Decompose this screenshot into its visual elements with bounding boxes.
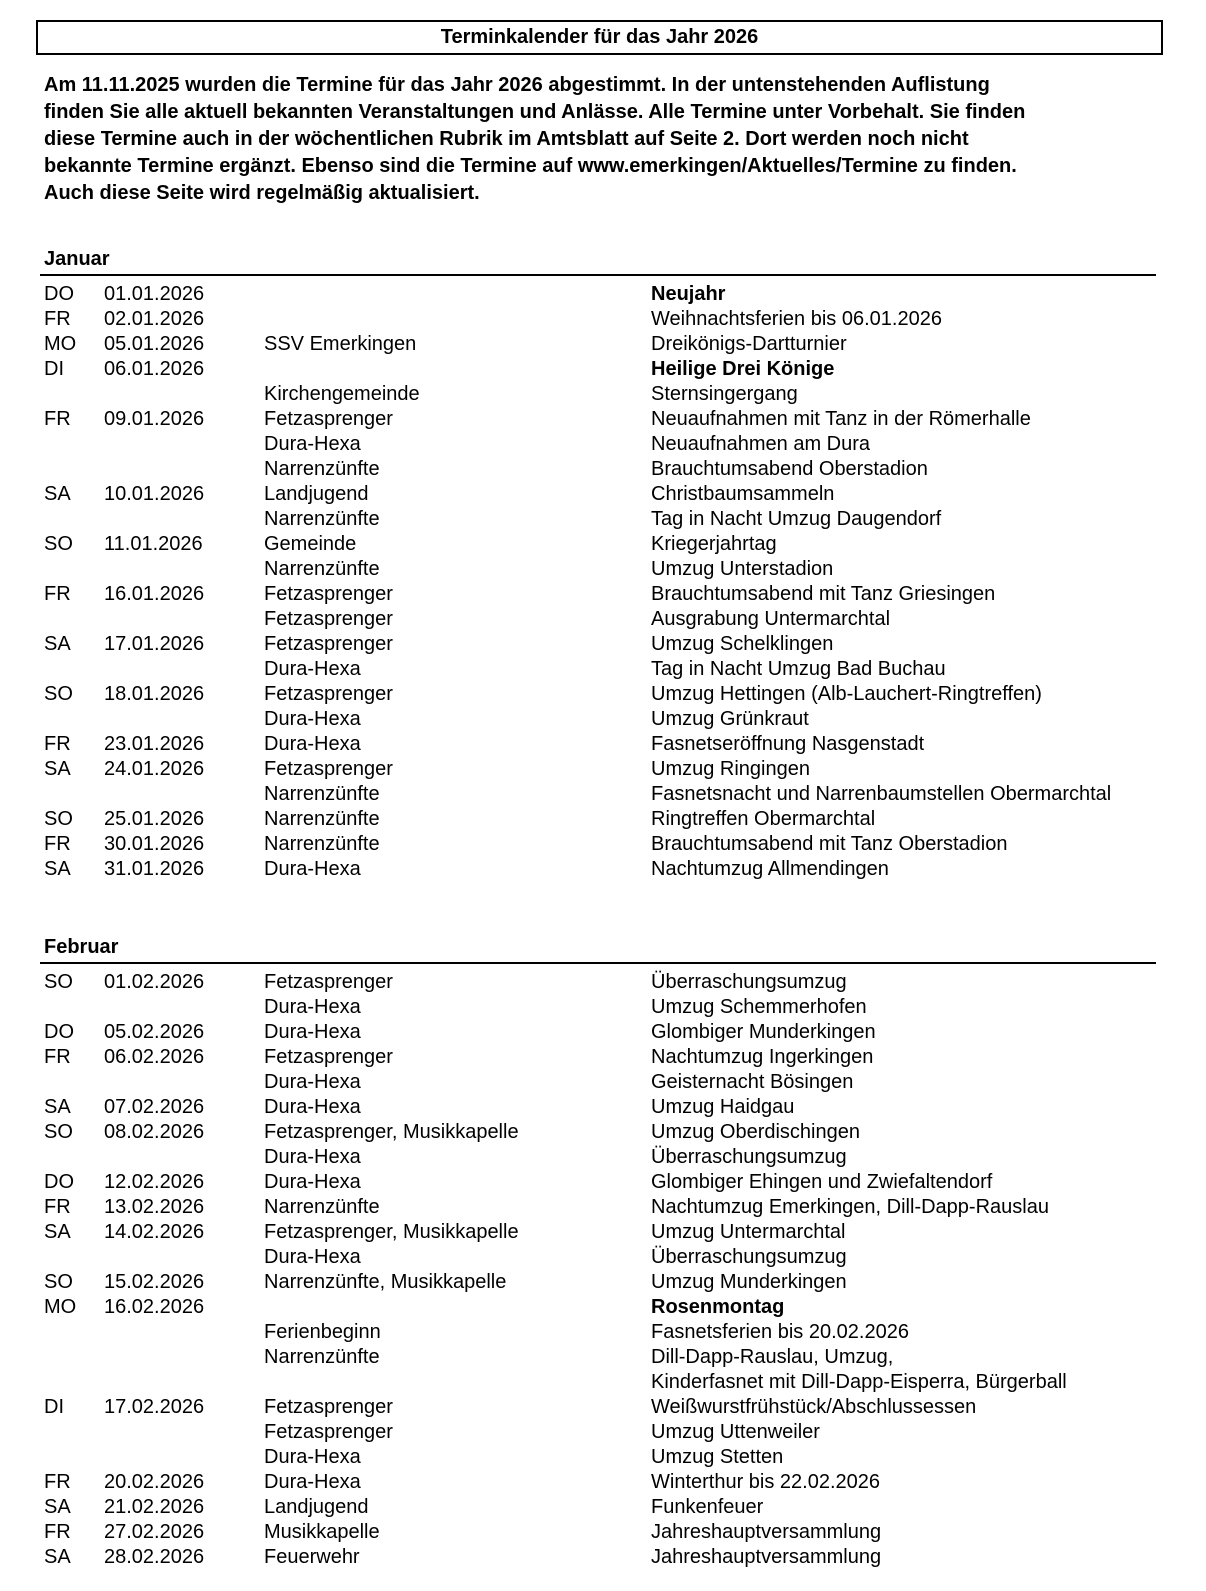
table-row (40, 1495, 1156, 1520)
day-cell: FR (44, 1046, 71, 1068)
table-row (40, 607, 1156, 632)
date-cell: 06.02.2026 (104, 1046, 205, 1068)
table-row (40, 407, 1156, 432)
table-row (40, 1095, 1156, 1120)
organizer-cell (264, 282, 651, 307)
day-cell (40, 995, 104, 1020)
day-cell: DO (44, 1171, 74, 1193)
date-cell: 15.02.2026 (104, 1271, 205, 1293)
table-row (40, 557, 1156, 582)
organizer-cell: Feuerwehr (264, 1546, 360, 1568)
date-cell: 27.02.2026 (104, 1521, 205, 1543)
date-cell: 20.02.2026 (104, 1471, 205, 1493)
event-cell: Ausgrabung Untermarchtal (651, 608, 891, 630)
date-cell (104, 1445, 264, 1470)
event-cell: Jahreshauptversammlung (651, 1521, 882, 1543)
organizer-cell: Fetzasprenger, Musikkapelle (264, 1221, 519, 1243)
day-cell: FR (44, 1471, 71, 1493)
day-cell: SO (44, 1271, 73, 1293)
event-cell: Umzug Hettingen (Alb-Lauchert-Ringtreffen) (651, 683, 1042, 705)
organizer-cell: Gemeinde (264, 533, 357, 555)
day-cell: SA (44, 858, 71, 880)
date-cell: 16.02.2026 (104, 1296, 205, 1318)
day-cell: FR (44, 408, 71, 430)
organizer-cell: Fetzasprenger (264, 633, 393, 655)
month-section (40, 248, 1156, 882)
organizer-cell: Landjugend (264, 1496, 369, 1518)
event-cell: Umzug Schelklingen (651, 633, 834, 655)
day-cell (40, 557, 104, 582)
day-cell (40, 507, 104, 532)
organizer-cell: Dura-Hexa (264, 433, 361, 455)
month-heading: Februar (44, 936, 119, 958)
organizer-cell: Narrenzünfte, Musikkapelle (264, 1271, 507, 1293)
event-cell: Überraschungsumzug (651, 1246, 847, 1268)
date-cell (104, 457, 264, 482)
date-cell (104, 1345, 264, 1370)
organizer-cell: Fetzasprenger (264, 408, 393, 430)
day-cell (40, 432, 104, 457)
event-cell: Funkenfeuer (651, 1496, 764, 1518)
table-row (40, 457, 1156, 482)
day-cell (40, 1370, 104, 1395)
date-cell: 08.02.2026 (104, 1121, 205, 1143)
table-row (40, 1445, 1156, 1470)
intro-line: bekannte Termine ergänzt. Ebenso sind die Termine auf www.emerkingen/Aktuelles/Termine zu finden. (44, 155, 1017, 177)
event-cell: Winterthur bis 22.02.2026 (651, 1471, 881, 1493)
event-cell: Ringtreffen Obermarchtal (651, 808, 876, 830)
event-cell: Nachtumzug Allmendingen (651, 858, 889, 880)
date-cell (104, 1420, 264, 1445)
date-cell: 13.02.2026 (104, 1196, 205, 1218)
event-rows (40, 970, 1156, 1570)
date-cell: 12.02.2026 (104, 1171, 205, 1193)
table-row (40, 432, 1156, 457)
date-cell: 24.01.2026 (104, 758, 205, 780)
event-cell: Umzug Untermarchtal (651, 1221, 846, 1243)
day-cell: SA (44, 1221, 71, 1243)
table-row (40, 307, 1156, 332)
day-cell: DO (44, 283, 74, 305)
date-cell: 21.02.2026 (104, 1496, 205, 1518)
organizer-cell: Fetzasprenger (264, 583, 393, 605)
date-cell (104, 382, 264, 407)
table-row (40, 1145, 1156, 1170)
date-cell: 28.02.2026 (104, 1546, 205, 1568)
event-cell: Kriegerjahrtag (651, 533, 777, 555)
day-cell (40, 1245, 104, 1270)
organizer-cell: Dura-Hexa (264, 708, 361, 730)
event-cell: Geisternacht Bösingen (651, 1071, 854, 1093)
event-cell: Dill-Dapp-Rauslau, Umzug, (651, 1346, 894, 1368)
organizer-cell (264, 1295, 651, 1320)
day-cell: FR (44, 308, 71, 330)
table-row (40, 1345, 1156, 1370)
day-cell (40, 382, 104, 407)
event-cell: Sternsingergang (651, 383, 798, 405)
date-cell: 18.01.2026 (104, 683, 205, 705)
table-row (40, 582, 1156, 607)
intro-line: Auch diese Seite wird regelmäßig aktualisiert. (44, 182, 480, 204)
intro-paragraph (44, 72, 1154, 207)
date-cell: 01.02.2026 (104, 971, 205, 993)
table-row (40, 1470, 1156, 1495)
day-cell: MO (44, 333, 77, 355)
table-row (40, 1295, 1156, 1320)
day-cell (40, 457, 104, 482)
date-cell (104, 607, 264, 632)
organizer-cell: Dura-Hexa (264, 1171, 361, 1193)
event-cell: Neuaufnahmen mit Tanz in der Römerhalle (651, 408, 1031, 430)
day-cell: FR (44, 1521, 71, 1543)
event-cell: Heilige Drei Könige (651, 358, 835, 380)
event-cell: Umzug Unterstadion (651, 558, 834, 580)
event-cell: Umzug Haidgau (651, 1096, 795, 1118)
day-cell (40, 1320, 104, 1345)
day-cell (40, 607, 104, 632)
event-rows (40, 282, 1156, 882)
organizer-cell: Dura-Hexa (264, 858, 361, 880)
table-row (40, 1420, 1156, 1445)
event-cell: Umzug Ringingen (651, 758, 810, 780)
date-cell: 06.01.2026 (104, 358, 205, 380)
date-cell: 16.01.2026 (104, 583, 205, 605)
organizer-cell: Fetzasprenger (264, 608, 393, 630)
page-title: Terminkalender für das Jahr 2026 (440, 26, 759, 48)
organizer-cell: Dura-Hexa (264, 1471, 361, 1493)
organizer-cell: Fetzasprenger (264, 683, 393, 705)
table-row (40, 332, 1156, 357)
table-row (40, 632, 1156, 657)
organizer-cell: Fetzasprenger (264, 1421, 393, 1443)
date-cell: 01.01.2026 (104, 283, 205, 305)
organizer-cell: Kirchengemeinde (264, 383, 420, 405)
date-cell (104, 1245, 264, 1270)
day-cell (40, 1070, 104, 1095)
table-row (40, 1020, 1156, 1045)
table-row (40, 282, 1156, 307)
event-cell: Fasnetsferien bis 20.02.2026 (651, 1321, 909, 1343)
organizer-cell: Dura-Hexa (264, 1021, 361, 1043)
table-row (40, 1270, 1156, 1295)
organizer-cell: Dura-Hexa (264, 658, 361, 680)
table-row (40, 1170, 1156, 1195)
day-cell (40, 657, 104, 682)
organizer-cell: Dura-Hexa (264, 1096, 361, 1118)
table-row (40, 532, 1156, 557)
date-cell (104, 782, 264, 807)
date-cell: 09.01.2026 (104, 408, 205, 430)
table-row (40, 482, 1156, 507)
table-row (40, 1545, 1156, 1570)
table-row (40, 657, 1156, 682)
event-cell: Umzug Uttenweiler (651, 1421, 820, 1443)
event-cell: Umzug Munderkingen (651, 1271, 847, 1293)
event-cell: Fasnetsnacht und Narrenbaumstellen Obermarchtal (651, 783, 1112, 805)
table-row (40, 732, 1156, 757)
organizer-cell: Narrenzünfte (264, 458, 380, 480)
day-cell (40, 782, 104, 807)
organizer-cell: Fetzasprenger (264, 1046, 393, 1068)
event-cell: Jahreshauptversammlung (651, 1546, 882, 1568)
date-cell: 30.01.2026 (104, 833, 205, 855)
day-cell: SO (44, 1121, 73, 1143)
date-cell (104, 1370, 264, 1395)
organizer-cell: Landjugend (264, 483, 369, 505)
date-cell: 10.01.2026 (104, 483, 205, 505)
date-cell: 05.01.2026 (104, 333, 205, 355)
organizer-cell (264, 307, 651, 332)
date-cell (104, 1145, 264, 1170)
date-cell: 25.01.2026 (104, 808, 205, 830)
table-row (40, 382, 1156, 407)
day-cell: SO (44, 533, 73, 555)
event-cell: Umzug Schemmerhofen (651, 996, 867, 1018)
table-row (40, 1520, 1156, 1545)
day-cell (40, 1145, 104, 1170)
month-section (40, 936, 1156, 1570)
event-cell: Tag in Nacht Umzug Daugendorf (651, 508, 942, 530)
day-cell: SA (44, 1096, 71, 1118)
event-cell: Nachtumzug Ingerkingen (651, 1046, 874, 1068)
table-row (40, 807, 1156, 832)
table-row (40, 1220, 1156, 1245)
table-row (40, 1395, 1156, 1420)
event-cell: Umzug Grünkraut (651, 708, 809, 730)
day-cell: DI (44, 1396, 64, 1418)
event-cell: Fasnetseröffnung Nasgenstadt (651, 733, 925, 755)
organizer-cell: Fetzasprenger (264, 1396, 393, 1418)
event-cell: Tag in Nacht Umzug Bad Buchau (651, 658, 946, 680)
event-cell: Überraschungsumzug (651, 971, 847, 993)
date-cell (104, 507, 264, 532)
table-row (40, 995, 1156, 1020)
event-cell: Brauchtumsabend Oberstadion (651, 458, 928, 480)
date-cell: 31.01.2026 (104, 858, 205, 880)
title-box (36, 20, 1163, 55)
organizer-cell: Fetzasprenger, Musikkapelle (264, 1121, 519, 1143)
day-cell (40, 1420, 104, 1445)
table-row (40, 507, 1156, 532)
day-cell: FR (44, 733, 71, 755)
event-cell: Überraschungsumzug (651, 1146, 847, 1168)
event-cell: Weihnachtsferien bis 06.01.2026 (651, 308, 942, 330)
event-cell: Neuaufnahmen am Dura (651, 433, 871, 455)
intro-line: diese Termine auch in der wöchentlichen Rubrik im Amtsblatt auf Seite 2. Dort werden noch nicht (44, 128, 969, 150)
organizer-cell: Narrenzünfte (264, 808, 380, 830)
table-row (40, 1245, 1156, 1270)
event-cell: Nachtumzug Emerkingen, Dill-Dapp-Rauslau (651, 1196, 1049, 1218)
organizer-cell: Narrenzünfte (264, 1196, 380, 1218)
table-row (40, 782, 1156, 807)
day-cell: SO (44, 808, 73, 830)
organizer-cell: Dura-Hexa (264, 1446, 361, 1468)
intro-line: Am 11.11.2025 wurden die Termine für das Jahr 2026 abgestimmt. In der untenstehenden Auflistung (44, 74, 990, 96)
date-cell: 23.01.2026 (104, 733, 205, 755)
organizer-cell: Dura-Hexa (264, 733, 361, 755)
date-cell: 17.01.2026 (104, 633, 205, 655)
date-cell (104, 707, 264, 732)
organizer-cell: Narrenzünfte (264, 833, 380, 855)
event-cell: Christbaumsammeln (651, 483, 835, 505)
table-row (40, 707, 1156, 732)
organizer-cell: Fetzasprenger (264, 971, 393, 993)
date-cell (104, 557, 264, 582)
day-cell: SA (44, 633, 71, 655)
date-cell: 02.01.2026 (104, 308, 205, 330)
date-cell: 05.02.2026 (104, 1021, 205, 1043)
table-row (40, 970, 1156, 995)
organizer-cell: Dura-Hexa (264, 1246, 361, 1268)
day-cell: FR (44, 833, 71, 855)
date-cell (104, 995, 264, 1020)
event-cell: Rosenmontag (651, 1296, 785, 1318)
event-cell: Neujahr (651, 283, 726, 305)
day-cell: FR (44, 1196, 71, 1218)
section-divider (40, 962, 1156, 964)
date-cell: 07.02.2026 (104, 1096, 205, 1118)
day-cell (40, 707, 104, 732)
day-cell (40, 1445, 104, 1470)
day-cell: SA (44, 1546, 71, 1568)
day-cell (40, 1345, 104, 1370)
event-cell: Glombiger Ehingen und Zwiefaltendorf (651, 1171, 993, 1193)
event-cell: Weißwurstfrühstück/Abschlussessen (651, 1396, 977, 1418)
intro-line: finden Sie alle aktuell bekannten Veranstaltungen und Anlässe. Alle Termine unter Vorbehalt. Sie finden (44, 101, 1026, 123)
date-cell (104, 1070, 264, 1095)
day-cell: SA (44, 483, 71, 505)
day-cell: SO (44, 683, 73, 705)
day-cell: MO (44, 1296, 77, 1318)
table-row (40, 682, 1156, 707)
day-cell: DO (44, 1021, 74, 1043)
date-cell: 14.02.2026 (104, 1221, 205, 1243)
event-cell: Brauchtumsabend mit Tanz Griesingen (651, 583, 996, 605)
event-cell: Dreikönigs-Dartturnier (651, 333, 847, 355)
day-cell: DI (44, 358, 64, 380)
organizer-cell: Dura-Hexa (264, 1146, 361, 1168)
organizer-cell: Narrenzünfte (264, 1346, 380, 1368)
event-cell: Umzug Oberdischingen (651, 1121, 860, 1143)
day-cell: SO (44, 971, 73, 993)
date-cell (104, 432, 264, 457)
organizer-cell: Ferienbeginn (264, 1321, 381, 1343)
table-row (40, 1195, 1156, 1220)
date-cell: 11.01.2026 (104, 533, 203, 555)
organizer-cell: Dura-Hexa (264, 1071, 361, 1093)
organizer-cell: Musikkapelle (264, 1521, 380, 1543)
table-row (40, 1370, 1156, 1395)
date-cell (104, 657, 264, 682)
table-row (40, 832, 1156, 857)
table-row (40, 1045, 1156, 1070)
month-heading: Januar (44, 248, 110, 270)
day-cell: SA (44, 758, 71, 780)
organizer-cell: Fetzasprenger (264, 758, 393, 780)
table-row (40, 1070, 1156, 1095)
calendar-sections (40, 248, 1156, 1570)
day-cell: FR (44, 583, 71, 605)
organizer-cell: Narrenzünfte (264, 783, 380, 805)
organizer-cell (264, 1370, 651, 1395)
date-cell (104, 1320, 264, 1345)
day-cell: SA (44, 1496, 71, 1518)
event-cell: Brauchtumsabend mit Tanz Oberstadion (651, 833, 1008, 855)
organizer-cell: Narrenzünfte (264, 508, 380, 530)
organizer-cell: Dura-Hexa (264, 996, 361, 1018)
event-cell: Kinderfasnet mit Dill-Dapp-Eisperra, Bürgerball (651, 1371, 1067, 1393)
table-row (40, 357, 1156, 382)
date-cell: 17.02.2026 (104, 1396, 205, 1418)
table-row (40, 1320, 1156, 1345)
organizer-cell (264, 357, 651, 382)
section-divider (40, 274, 1156, 276)
table-row (40, 757, 1156, 782)
organizer-cell: SSV Emerkingen (264, 333, 417, 355)
organizer-cell: Narrenzünfte (264, 558, 380, 580)
event-cell: Glombiger Munderkingen (651, 1021, 876, 1043)
table-row (40, 857, 1156, 882)
event-cell: Umzug Stetten (651, 1446, 784, 1468)
table-row (40, 1120, 1156, 1145)
